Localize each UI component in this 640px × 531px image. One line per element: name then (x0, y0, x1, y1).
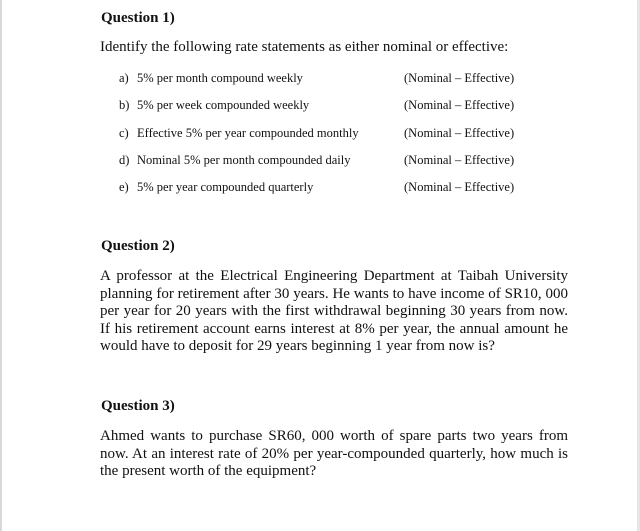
question-3-title: Question 3) (101, 398, 175, 414)
item-choice: (Nominal – Effective) (404, 71, 515, 85)
question-1-intro: Identify the following rate statements as either nominal or effective: (100, 39, 509, 55)
question-1-title: Question 1) (101, 10, 175, 26)
list-item (119, 97, 539, 124)
list-item (119, 125, 539, 152)
item-choice: (Nominal – Effective) (404, 152, 515, 167)
item-statement: Nominal 5% per month compounded daily (137, 152, 351, 167)
item-choice: (Nominal – Effective) (404, 98, 515, 113)
question-1-list (119, 70, 539, 206)
item-letter: e) (119, 180, 129, 195)
item-letter: a) (119, 71, 129, 85)
question-2-body: A professor at the Electrical Engineering Department at Taibah University planning for retirement after 30 years. He wants to have income of SR10, 000 per year for 20 years with the first withdrawal beginning 30 years from now. If his retirement account earns interest at 8% per year, the annual amount he would have to deposit for 29 years beginning 1 year from now is? (100, 268, 568, 355)
item-letter: c) (119, 125, 129, 140)
item-letter: d) (119, 152, 130, 167)
question-2-title: Question 2) (101, 238, 175, 254)
list-item (119, 179, 539, 206)
item-statement: Effective 5% per year compounded monthly (137, 125, 359, 140)
item-statement: 5% per year compounded quarterly (137, 180, 314, 195)
list-item (119, 152, 539, 179)
item-letter: b) (119, 98, 130, 113)
question-3-body: Ahmed wants to purchase SR60, 000 worth of spare parts two years from now. At an interest rate of 20% per year-compounded quarterly, how much is the present worth of the equipment? (100, 428, 568, 480)
list-item (119, 70, 539, 97)
item-statement: 5% per week compounded weekly (137, 98, 310, 113)
page-edge-left (0, 0, 2, 531)
item-statement: 5% per month compound weekly (137, 71, 303, 85)
item-choice: (Nominal – Effective) (404, 180, 515, 195)
item-choice: (Nominal – Effective) (404, 125, 515, 140)
